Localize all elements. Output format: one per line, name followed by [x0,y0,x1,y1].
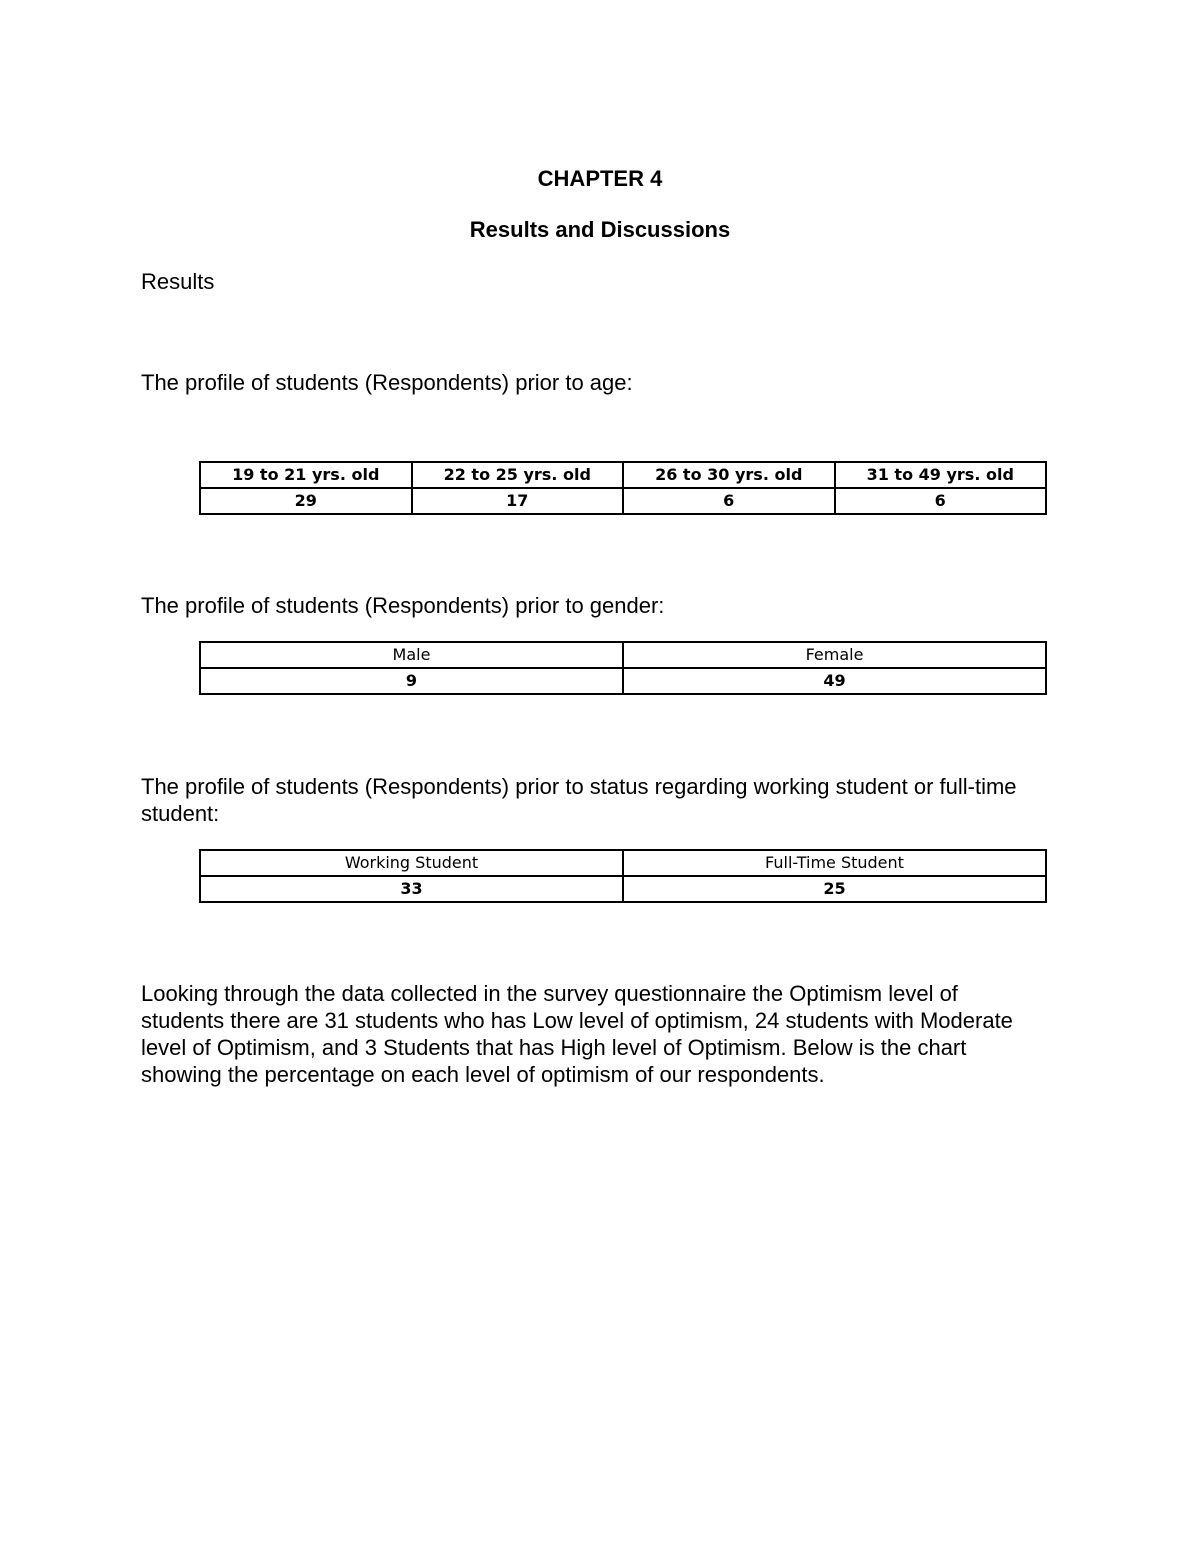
table-header-cell: Female [623,642,1046,668]
results-label: Results [141,269,215,294]
table-value-cell: 49 [623,668,1046,694]
table-value-row [200,668,1046,694]
table-value-cell: 17 [412,488,624,514]
table-value-cell: 6 [835,488,1047,514]
table-value-row [200,488,1046,514]
status-profile-intro: The profile of students (Respondents) prior to status regarding working student or full-time student: [141,774,1017,826]
table-value-cell: 25 [623,876,1046,902]
section-title: Results and Discussions [469,217,731,242]
table-value-cell: 6 [623,488,835,514]
gender-profile-table [199,641,1047,695]
chapter-title: CHAPTER 4 [537,166,663,191]
table-header-cell: Full-Time Student [623,850,1046,876]
table-header-row [200,462,1046,488]
table-value-row [200,876,1046,902]
optimism-paragraph: Looking through the data collected in the survey questionnaire the Optimism level of students there are 31 students who has Low level of optimism, 24 students with Moderate level of Optimism, and 3 Students that has High level of Optimism. Below is the chart showing the percentage on each level of optimism of our respondents. [141,981,1013,1087]
gender-profile-intro: The profile of students (Respondents) prior to gender: [141,593,665,618]
age-profile-table [199,461,1047,515]
table-header-row [200,642,1046,668]
table-value-cell: 29 [200,488,412,514]
table-value-cell: 9 [200,668,623,694]
table-header-cell: 26 to 30 yrs. old [623,462,835,488]
status-profile-table [199,849,1047,903]
table-header-row [200,850,1046,876]
table-header-cell: 22 to 25 yrs. old [412,462,624,488]
table-header-cell: 31 to 49 yrs. old [835,462,1047,488]
table-header-cell: Male [200,642,623,668]
table-header-cell: Working Student [200,850,623,876]
table-value-cell: 33 [200,876,623,902]
age-profile-intro: The profile of students (Respondents) prior to age: [141,370,633,395]
table-header-cell: 19 to 21 yrs. old [200,462,412,488]
